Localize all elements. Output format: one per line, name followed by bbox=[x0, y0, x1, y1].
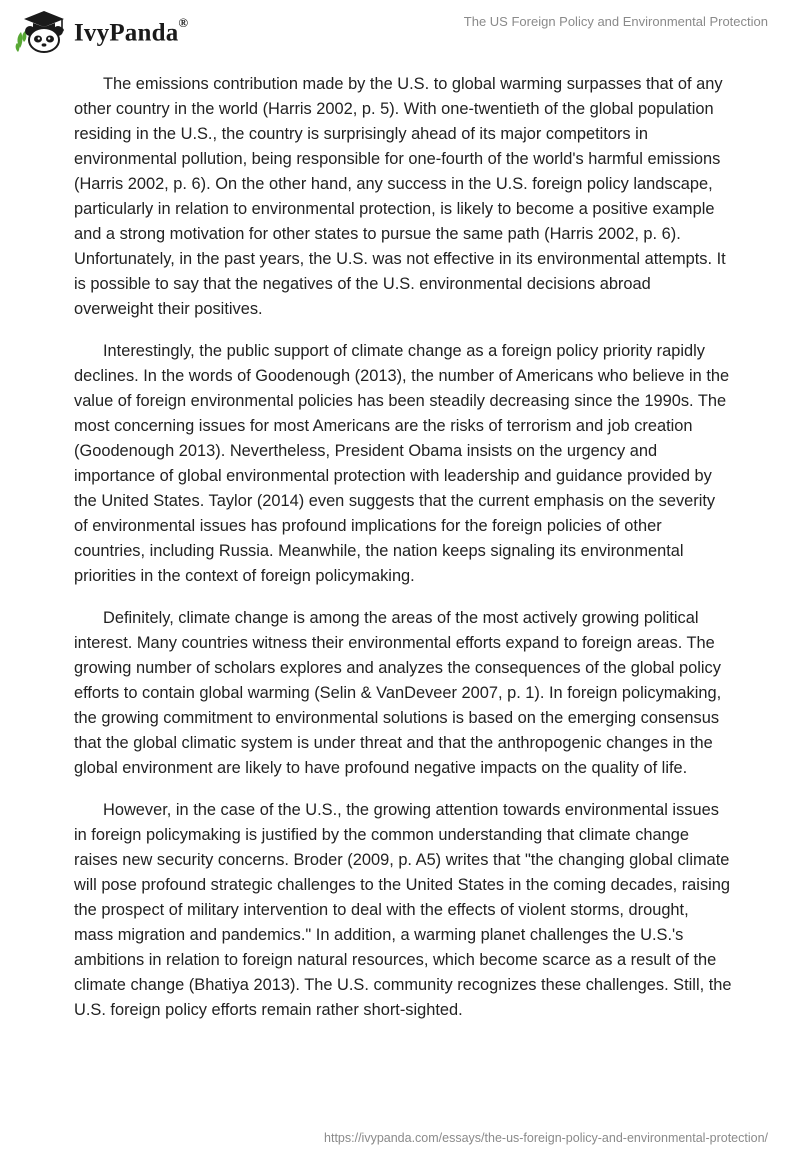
registered-mark: ® bbox=[178, 14, 189, 30]
paragraph: Definitely, climate change is among the areas of the most actively growing political interest. Many countries witness their environmental efforts expand to foreign areas. The growing number of scholars explores and analyzes the consequences of the global policy efforts to contain global warming (Selin & VanDeveer 2007, p. 1). In foreign policymaking, the growing commitment to environmental solutions is based on the emerging consensus that the global climatic system is under threat and that the anthropogenic changes in the global environment are likely to have profound negative impacts on the quality of life. bbox=[74, 609, 722, 777]
paragraph: However, in the case of the U.S., the growing attention towards environmental issues in foreign policymaking is justified by the common understanding that climate change raises new security concerns. Broder (2009, p. A5) writes that "the changing global climate will pose profound strategic challenges to the United States in the coming decades, raising the prospect of military intervention to deal with the effects of violent storms, drought, mass migration and pandemics." In addition, a warming planet challenges the U.S.'s ambitions in relation to foreign natural resources, which become scarce as a result of the climate change (Bhatiya 2013). The U.S. community recognizes these challenges. Still, the U.S. foreign policy efforts remain rather short-sighted. bbox=[74, 801, 732, 1019]
brand-name-text: IvyPanda bbox=[74, 19, 179, 47]
essay-body bbox=[74, 72, 732, 1040]
paragraph: The emissions contribution made by the U.S. to global warming surpasses that of any other country in the world (Harris 2002, p. 5). With one-twentieth of the global population residing in the U.S., the country is surprisingly ahead of its major competitors in environmental pollution, being responsible for one-fourth of the world's harmful emissions (Harris 2002, p. 6). On the other hand, any success in the U.S. foreign policy landscape, particularly in relation to environmental protection, is likely to become a positive example and a strong motivation for other states to pursue the same path (Harris 2002, p. 6). Unfortunately, in the past years, the U.S. was not effective in its environmental attempts. It is possible to say that the negatives of the U.S. environmental decisions abroad overweight their positives. bbox=[74, 75, 726, 318]
source-url[interactable]: https://ivypanda.com/essays/the-us-foreign-policy-and-environmental-protection/ bbox=[324, 1131, 768, 1145]
page-header bbox=[0, 0, 800, 60]
panda-graduation-cap-icon bbox=[14, 8, 68, 54]
brand-name bbox=[74, 14, 189, 47]
document-title: The US Foreign Policy and Environmental Protection bbox=[463, 14, 768, 29]
paragraph: Interestingly, the public support of climate change as a foreign policy priority rapidly declines. In the words of Goodenough (2013), the number of Americans who believe in the value of foreign environmental policies has been steadily decreasing since the 1990s. The most concerning issues for most Americans are the risks of terrorism and job creation (Goodenough 2013). Nevertheless, President Obama insists on the urgency and importance of global environmental protection with leadership and guidance provided by the United States. Taylor (2014) even suggests that the current emphasis on the severity of environmental issues has profound implications for the foreign policies of other countries, including Russia. Meanwhile, the nation keeps signaling its environmental priorities in the context of foreign policymaking. bbox=[74, 342, 730, 585]
ivypanda-logo[interactable] bbox=[14, 8, 188, 54]
